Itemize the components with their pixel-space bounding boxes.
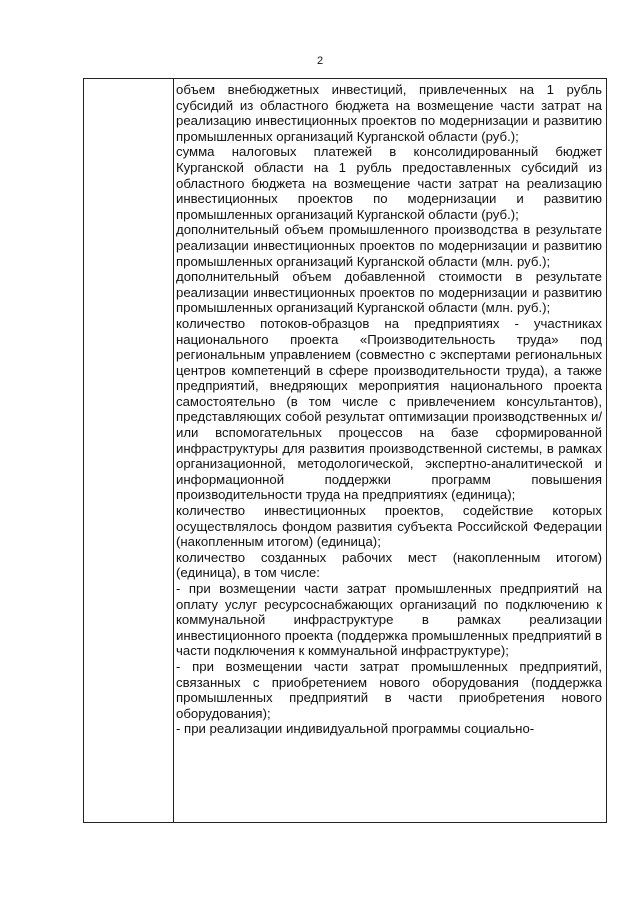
page-number: 2 <box>316 55 324 67</box>
indicators-table <box>83 78 607 823</box>
indicator-subitem: - при возмещении части затрат промышленных предприятий на оплату услуг ресурсоснабжающих организаций по подключению к коммунальной инфраструктуре в рамках реализации инвестиционного проекта (поддержка промышленных предприятий в части подключения к коммунальной инфраструктуре); <box>176 581 602 659</box>
indicator-item: объем внебюджетных инвестиций, привлеченных на 1 рубль субсидий из областного бюджета на возмещение части затрат на реализацию инвестиционных проектов по модернизации и развитию промышленных организаций Курганской области (руб.); <box>176 82 602 144</box>
indicator-item: дополнительный объем добавленной стоимости в результате реализации инвестиционных проектов по модернизации и развитию промышленных организаций Курганской области (млн. руб.); <box>176 269 602 316</box>
indicator-item: сумма налоговых платежей в консолидированный бюджет Курганской области на 1 рубль предоставленных субсидий из областного бюджета на возмещение части затрат на реализацию инвестиционных проектов по модернизации и развитию промышленных организаций Курганской области (руб.); <box>176 144 602 222</box>
indicator-subitem: - при возмещении части затрат промышленных предприятий, связанных с приобретением нового оборудования (поддержка промышленных предприятий в части приобретения нового оборудования); <box>176 658 602 721</box>
indicator-subitem: - при реализации индивидуальной программы социально- <box>176 721 535 737</box>
table-right-column <box>176 82 602 737</box>
indicator-item: количество инвестиционных проектов, содействие которых осуществлялось фондом развития субъекта Российской Федерации (накопленным итогом) (единица); <box>176 503 602 550</box>
indicator-item: количество потоков-образцов на предприятиях - участниках национального проекта «Производительность труда» под региональным управлением (совместно с экспертами региональных центров компетенций в сфере производительности труда), а также предприятий, внедряющих мероприятия национального проекта самостоятельно (в том числе с привлечением консультантов), представляющих собой результат оптимизации производственных и/или вспомогательных процессов на базе сформированной инфраструктуры для развития производственной системы, в рамках организационной, методологической, экспертно-аналитической и информационной поддержки программ повышения производительности труда на предприятиях (единица); <box>176 315 602 503</box>
indicator-item: дополнительный объем промышленного производства в результате реализации инвестиционных проектов по модернизации и развитию промышленных организаций Курганской области (млн. руб.); <box>176 222 602 269</box>
table-left-column <box>84 79 174 822</box>
indicator-item: количество созданных рабочих мест (накопленным итогом) (единица), в том числе: <box>176 549 602 581</box>
